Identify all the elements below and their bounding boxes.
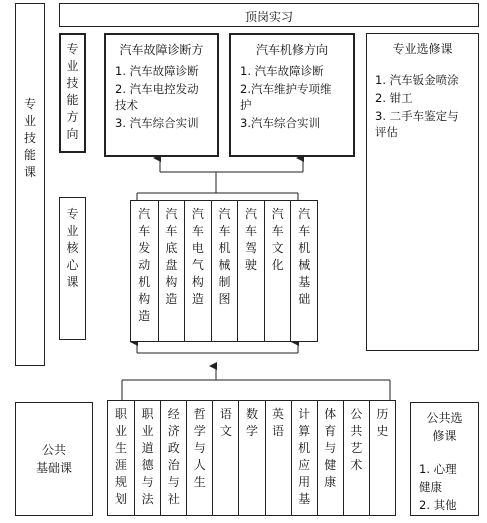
public-course-label: 计算机应用基 bbox=[298, 407, 311, 506]
public-course-column bbox=[212, 401, 238, 515]
fault-diagnosis-box bbox=[104, 33, 219, 157]
core-course-label: 汽车驾驶 bbox=[245, 207, 258, 272]
public-course-column bbox=[369, 401, 395, 515]
repair-item-1: 1. 汽车故障诊断 bbox=[240, 64, 324, 78]
fault-item-1: 1. 汽车故障诊断 bbox=[115, 64, 199, 78]
core-course-column bbox=[158, 201, 185, 341]
repair-item-3: 3.汽车综合实训 bbox=[240, 116, 320, 130]
public-course-column bbox=[108, 401, 134, 515]
public-elective-box bbox=[410, 402, 479, 516]
public-basic-frame bbox=[15, 402, 93, 516]
public-elective-title-1: 公共选 bbox=[426, 411, 463, 425]
public-course-column bbox=[238, 401, 264, 515]
public-course-label: 哲学与人生 bbox=[193, 407, 206, 489]
public-course-label: 职业生涯规划 bbox=[115, 407, 128, 506]
core-course-column bbox=[131, 201, 158, 341]
public-elective-item-1-cont: 健康 bbox=[419, 480, 442, 494]
public-course-label: 数学 bbox=[245, 407, 258, 438]
core-course-column bbox=[184, 201, 211, 341]
public-course-label: 公共艺术 bbox=[350, 407, 363, 472]
fault-item-3: 3. 汽车综合实训 bbox=[115, 116, 199, 130]
public-course-label: 历史 bbox=[376, 407, 389, 438]
public-course-column bbox=[134, 401, 160, 515]
public-basic-line2: 基础课 bbox=[35, 461, 72, 475]
public-course-label: 语文 bbox=[219, 407, 232, 438]
public-elective-item-1: 1. 心理 bbox=[419, 462, 457, 476]
public-basic-line1: 公共 bbox=[41, 443, 66, 457]
public-course-column bbox=[291, 401, 317, 515]
skill-course-label: 专业技能课 bbox=[23, 97, 36, 179]
skill-course-frame bbox=[15, 3, 45, 366]
core-course-label: 汽车底盘构造 bbox=[165, 207, 178, 306]
public-course-label: 经济政治与社 bbox=[167, 407, 180, 506]
public-course-label: 职业道德与法 bbox=[141, 407, 154, 506]
core-course-column bbox=[290, 201, 317, 341]
public-course-column bbox=[160, 401, 186, 515]
public-courses-box bbox=[107, 400, 396, 516]
core-course-label: 汽车发动机构造 bbox=[138, 207, 151, 323]
core-course-column bbox=[211, 201, 238, 341]
fault-diagnosis-title: 汽车故障诊断方 bbox=[119, 43, 204, 57]
public-course-label: 体育与健康 bbox=[324, 407, 337, 489]
repair-direction-title: 汽车机修方向 bbox=[255, 43, 328, 57]
public-elective-title-2: 修课 bbox=[432, 429, 457, 443]
skill-direction-label: 专业技能方向 bbox=[66, 42, 79, 141]
core-courses-box bbox=[130, 200, 318, 342]
elective-item-3-cont: 评估 bbox=[375, 125, 398, 139]
elective-item-1: 1. 汽车钣金喷涂 bbox=[375, 73, 459, 87]
elective-item-3: 3. 二手车鉴定与 bbox=[375, 109, 459, 123]
repair-item-2: 2.汽车维护专项维 bbox=[240, 82, 332, 96]
elective-item-2: 2. 钳工 bbox=[375, 91, 413, 105]
core-course-label: 汽车机械制图 bbox=[218, 207, 231, 306]
repair-direction-box bbox=[229, 33, 355, 157]
public-course-column bbox=[186, 401, 212, 515]
core-course-label: 汽车机械基础 bbox=[298, 207, 311, 306]
public-course-label: 英语 bbox=[272, 407, 285, 438]
core-course-label: 汽车文化 bbox=[271, 207, 284, 272]
public-course-column bbox=[343, 401, 369, 515]
core-course-label: 汽车电气构造 bbox=[191, 207, 204, 306]
internship-bar bbox=[59, 3, 479, 27]
public-elective-item-2: 2. 其他 bbox=[419, 498, 457, 512]
skill-direction-frame bbox=[59, 33, 86, 153]
core-course-column bbox=[264, 201, 291, 341]
fault-item-2: 2. 汽车电控发动 bbox=[115, 82, 199, 96]
fault-item-2-cont: 技术 bbox=[115, 98, 138, 112]
public-course-column bbox=[265, 401, 291, 515]
core-label-frame bbox=[59, 197, 86, 340]
professional-elective-title: 专业选修课 bbox=[392, 42, 453, 56]
internship-label: 顶岗实习 bbox=[244, 10, 293, 24]
public-course-column bbox=[317, 401, 343, 515]
repair-item-2-cont: 护 bbox=[240, 98, 252, 112]
core-label: 专业核心课 bbox=[66, 207, 79, 289]
core-course-column bbox=[237, 201, 264, 341]
professional-elective-box bbox=[366, 33, 479, 351]
